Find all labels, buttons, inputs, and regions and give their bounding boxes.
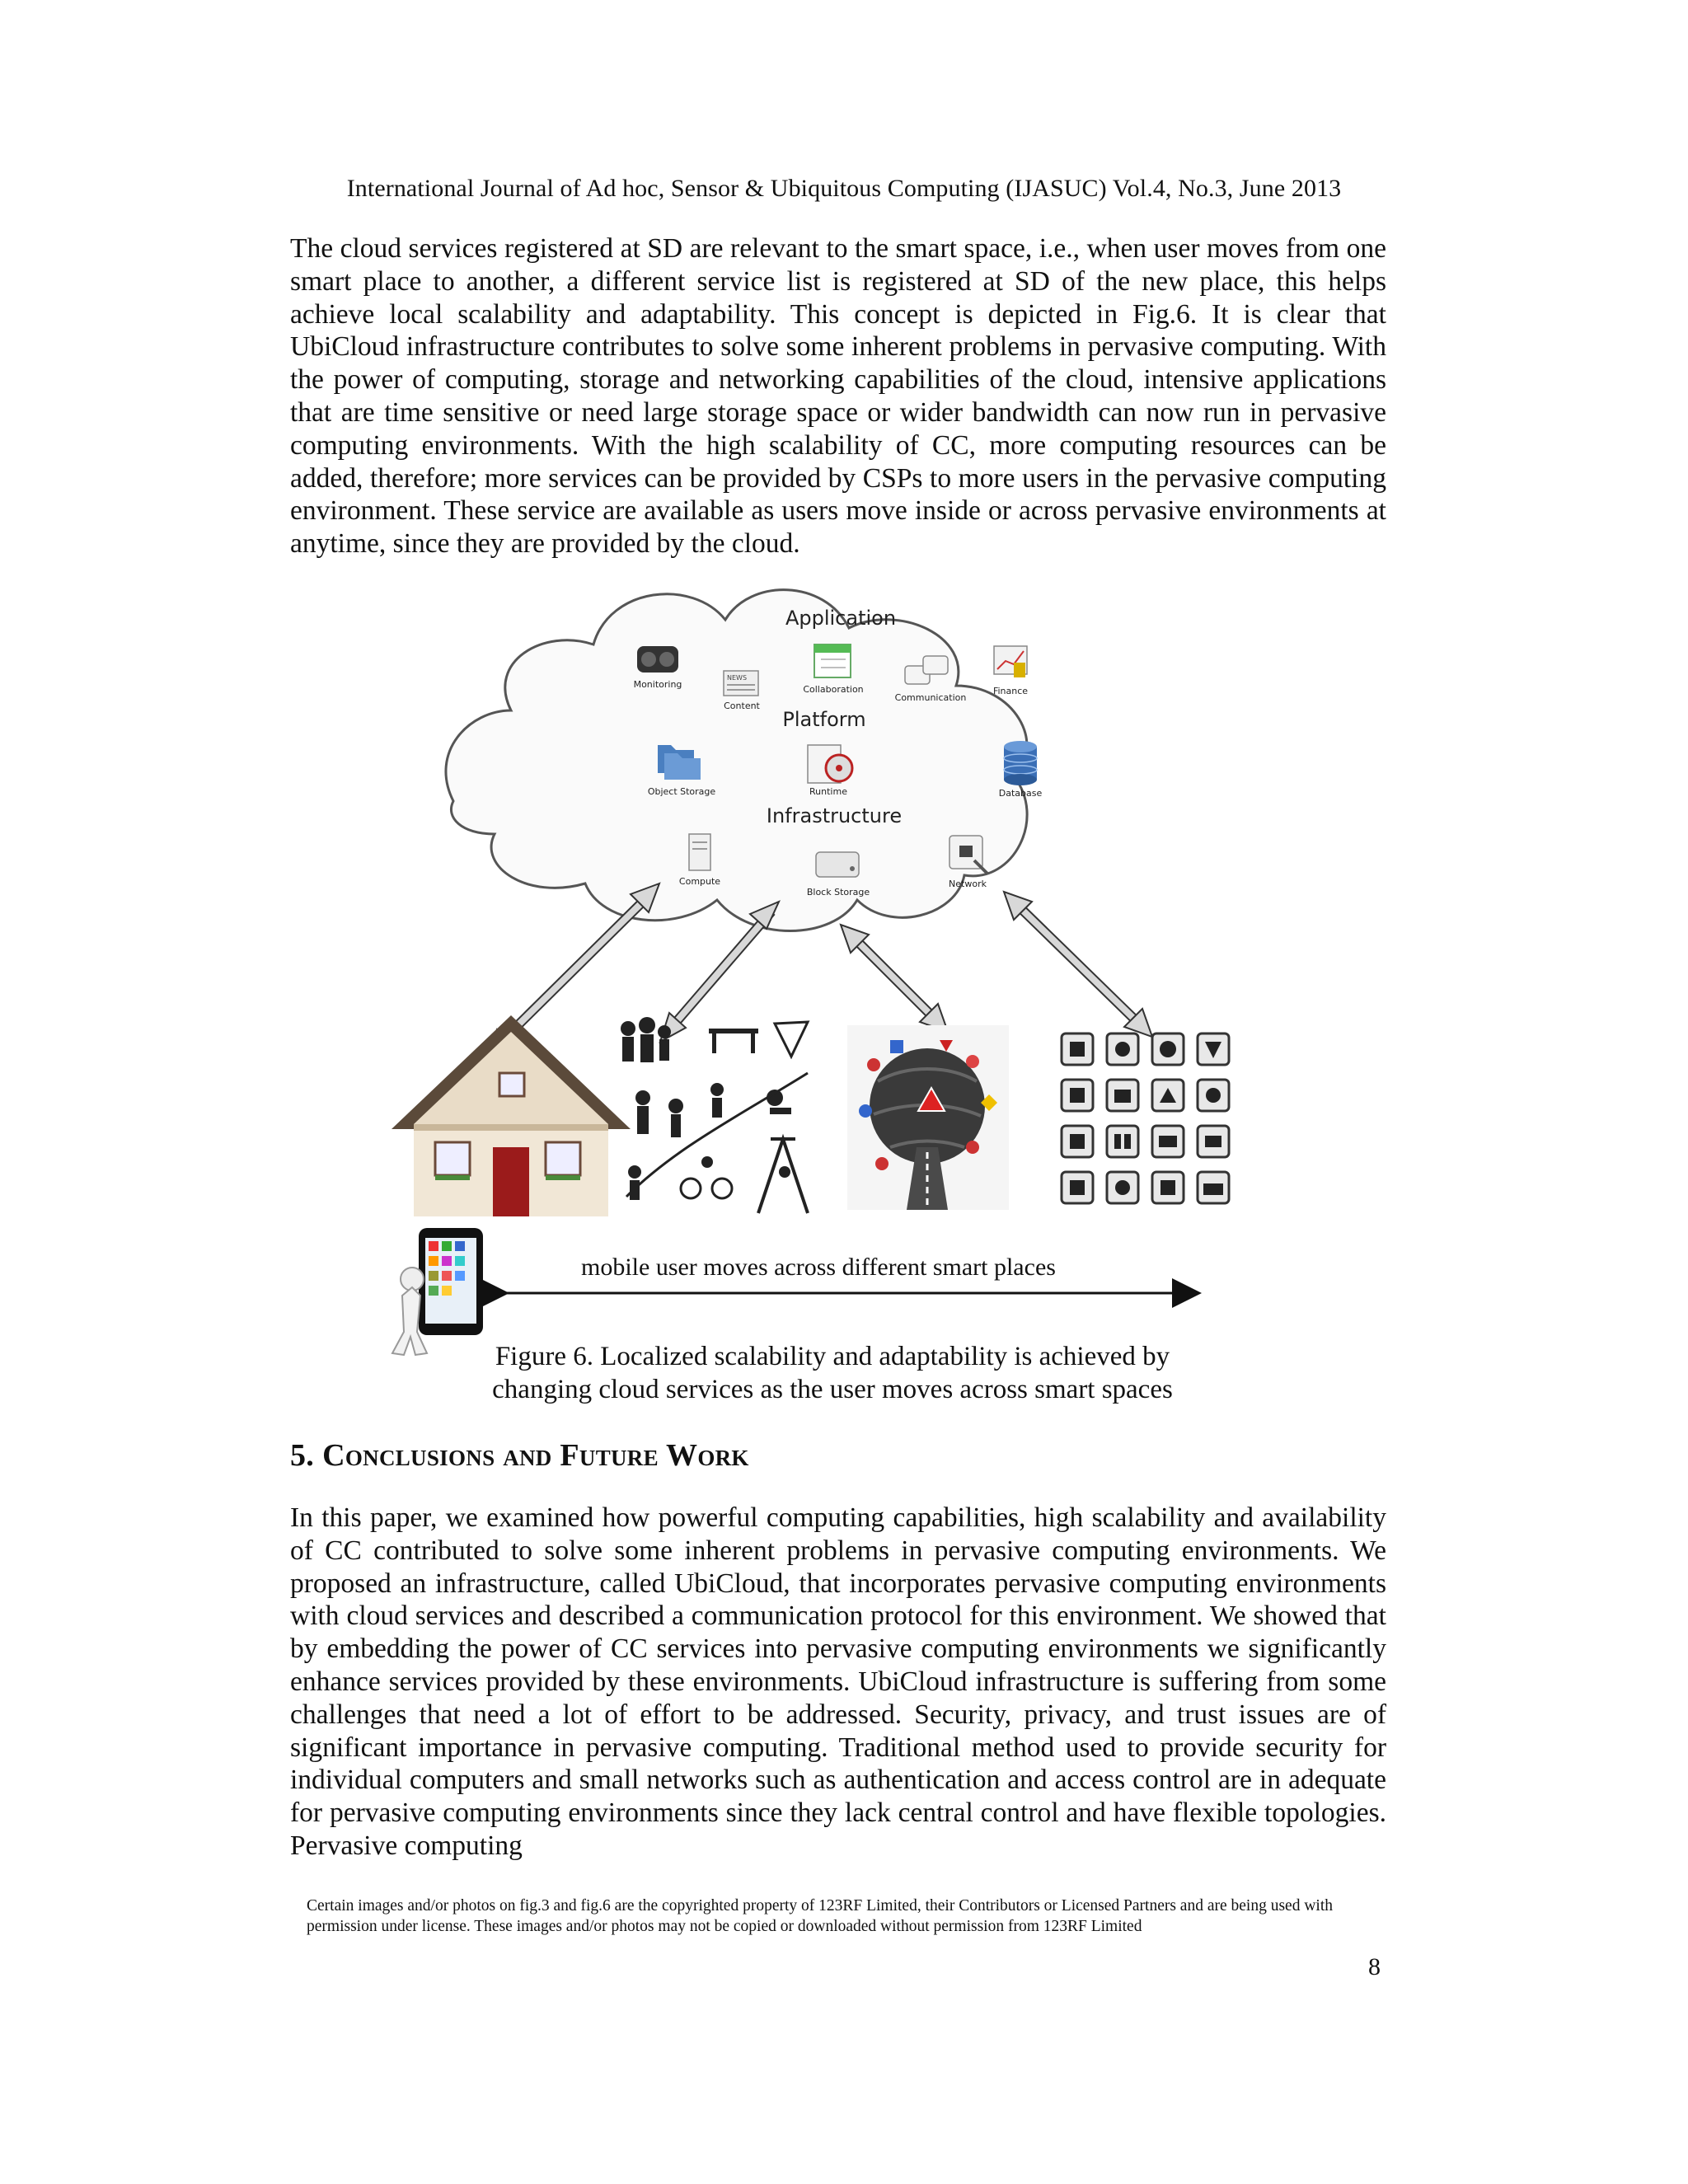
block-storage-label: Block Storage — [806, 887, 870, 898]
double-arrow-shopping — [1004, 892, 1152, 1037]
network-label: Network — [949, 879, 987, 889]
collaboration-calendar-icon — [814, 644, 851, 677]
database-label: Database — [998, 788, 1043, 799]
block-storage-drive-icon — [816, 852, 859, 877]
layer-application-label: Application — [785, 607, 897, 630]
layer-platform-label: Platform — [782, 708, 866, 731]
page-number: 8 — [1368, 1953, 1381, 1980]
news-icon-text: NEWS — [727, 674, 748, 682]
news-content-icon — [724, 671, 758, 696]
park-people-illustration — [621, 1017, 808, 1213]
shopping-icons-grid — [1062, 1033, 1229, 1203]
network-port-icon — [950, 836, 987, 874]
mobile-phone-illustration — [392, 1228, 483, 1355]
double-arrow-city — [841, 925, 948, 1032]
running-header: International Journal of Ad hoc, Sensor & Ubiquitous Computing (IJASUC) Vol.4, No.3, June 2013 — [346, 175, 1342, 202]
finance-label: Finance — [992, 686, 1029, 696]
copyright-footnote: Certain images and/or photos on fig.3 and fig.6 are the copyrighted property of 123RF Limited, their Contributors or Licensed Partners and are being used with permission under license. These images and/or photos may not be copied or downloaded without permission from 123RF Limited — [307, 1897, 1334, 1935]
compute-label: Compute — [678, 876, 721, 887]
house-illustration — [392, 1015, 631, 1216]
body-paragraph-2: In this paper, we examined how powerful computing capabilities, high scalability and availability of CC contributed to solve some inherent problems in pervasive computing environments. We proposed an infrastructure, called UbiCloud, that incorporates pervasive computing environments with cloud services and described a communication protocol for this environment. We showed that by embedding the power of CC services into pervasive computing environments we significantly enhance services provided by these environments. UbiCloud infrastructure is suffering from some challenges that need a lot of effort to be addressed. Security, privacy, and trust issues are of significant importance in pervasive computing. Traditional method used to provide security for individual computers and small networks such as authentication and access control are in adequate for pervasive computing environments since they lack central control and have flexible topologies. Pervasive computing — [290, 1502, 1386, 1861]
section-number: 5. — [290, 1438, 315, 1473]
double-arrow-park — [660, 902, 779, 1042]
communication-label: Communication — [894, 692, 967, 703]
monitoring-label: Monitoring — [633, 679, 682, 690]
cloud-shape — [446, 590, 1027, 931]
finance-chart-icon — [994, 646, 1027, 677]
monitoring-icon — [637, 646, 678, 673]
layer-infrastructure-label: Infrastructure — [766, 804, 903, 827]
mobile-user-label: mobile user moves across different smart places — [581, 1254, 1056, 1281]
database-icon — [1004, 741, 1037, 785]
smart-city-illustration — [847, 1025, 1009, 1210]
figure-caption: Figure 6. Localized scalability and adaptability is achieved by changing cloud services as the user moves across smart spaces — [492, 1342, 1173, 1404]
section-title: Conclusions and Future Work — [322, 1438, 749, 1473]
content-label: Content — [724, 701, 760, 711]
section-heading — [290, 1437, 749, 1474]
compute-server-icon — [689, 834, 710, 870]
collaboration-label: Collaboration — [803, 684, 864, 695]
runtime-label: Runtime — [809, 786, 847, 797]
figure-6 — [363, 570, 1302, 1404]
object-storage-label: Object Storage — [647, 786, 716, 797]
body-paragraph-1: The cloud services registered at SD are relevant to the smart space, i.e., when user moves from one smart place to another, a different service list is registered at SD of the new place, this helps achieve local scalability and adaptability. This concept is depicted in Fig.6. It is clear that UbiCloud infrastructure contributes to solve some inherent problems in pervasive computing. With the power of computing, storage and networking capabilities of the cloud, intensive applications that are time sensitive or need large storage space or wider bandwidth can now run in pervasive computing environments. With the high scalability of CC, more computing resources can be added, therefore; more services can be provided by CSPs to more users in the pervasive computing environment. These service are available as users move inside or across pervasive environments at anytime, since they are provided by the cloud. — [290, 233, 1386, 560]
